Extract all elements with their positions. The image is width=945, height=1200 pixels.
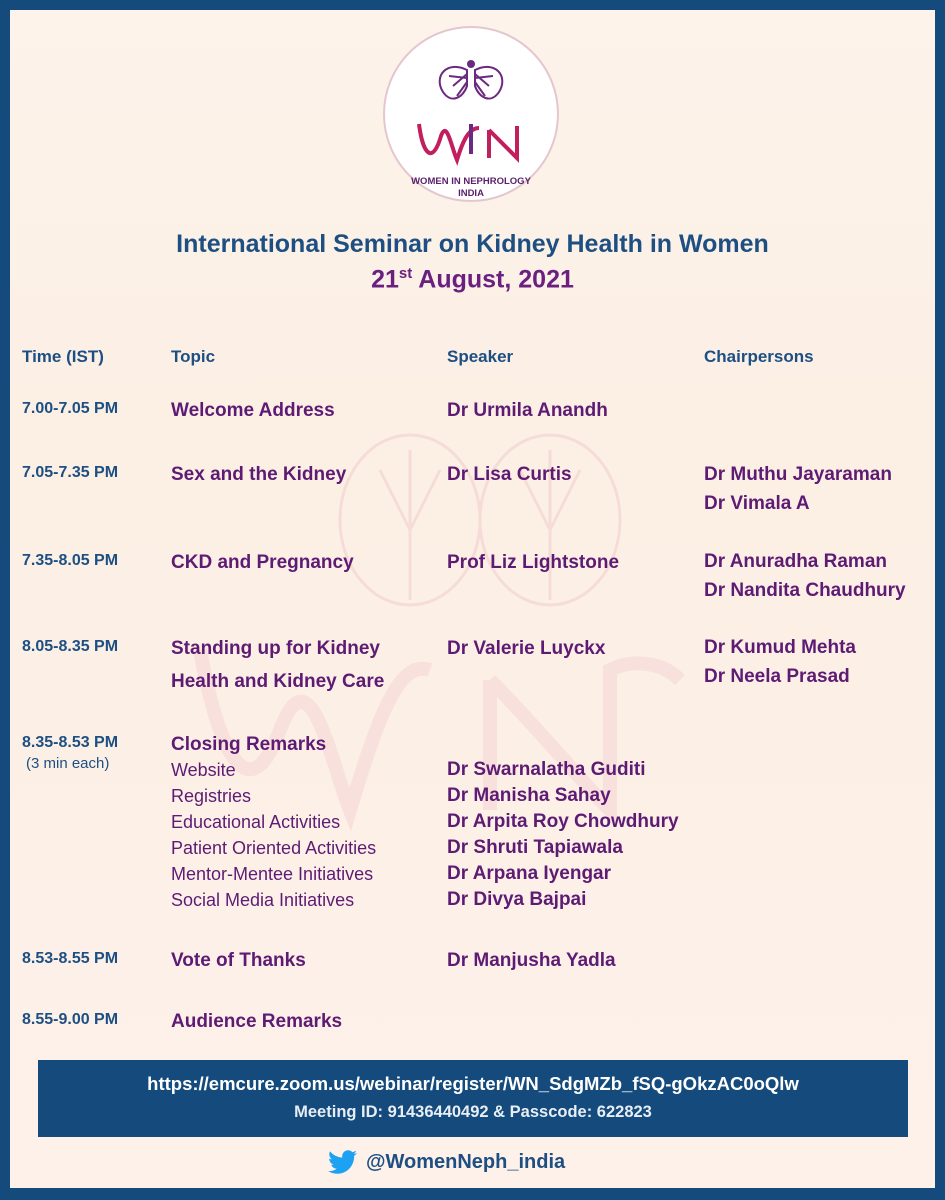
closing-speaker: Dr Arpana Iyengar [447,863,612,884]
closing-topic: Educational Activities [171,812,341,832]
row-speaker: Dr Urmila Anandh [447,400,608,421]
row-chairpersons [704,460,892,518]
row-speaker: Dr Manjusha Yadla [447,950,616,971]
twitter-handle[interactable] [328,1150,565,1174]
row-time: 8.05-8.35 PM [22,638,119,655]
closing-speaker: Dr Arpita Roy Chowdhury [447,811,679,832]
row-speaker: Dr Lisa Curtis [447,464,572,485]
column-header-chairpersons: Chairpersons [704,347,814,366]
chairperson: Dr Anuradha Raman [704,551,887,572]
row-speaker: Prof Liz Lightstone [447,552,620,573]
row-topic: Audience Remarks [171,1011,343,1032]
row-topic: Sex and the Kidney [171,464,347,485]
twitter-handle-text: @WomenNeph_india [366,1150,566,1173]
row-topic: Vote of Thanks [171,950,306,971]
topic-line: Standing up for Kidney [171,638,380,659]
row-topic: Welcome Address [171,400,335,421]
date-day: 21 [371,265,399,294]
closing-speaker: Dr Swarnalatha Guditi [447,759,646,780]
time-range: 8.35-8.53 PM [22,734,119,751]
row-speaker: Dr Valerie Luyckx [447,638,606,659]
logo-text-line1: WOMEN IN NEPHROLOGY [411,176,531,187]
chairperson: Dr Neela Prasad [704,666,850,687]
closing-topic: Registries [171,786,252,806]
column-header-topic: Topic [171,347,216,366]
event-date [10,265,935,294]
closing-topics-list [171,757,376,913]
poster-body [10,10,935,1188]
win-logo [383,26,559,202]
time-note: (3 min each) [26,755,110,772]
closing-speakers-list [447,757,679,913]
topic-line: Health and Kidney Care [171,671,385,692]
meeting-info: Meeting ID: 91436440492 & Passcode: 622823 [294,1103,652,1121]
column-header-speaker: Speaker [447,347,514,366]
closing-topic: Mentor-Mentee Initiatives [171,864,374,884]
chairperson: Dr Vimala A [704,493,810,514]
date-rest: August, 2021 [412,265,574,294]
event-title: International Seminar on Kidney Health in Women [176,230,769,258]
registration-box [38,1060,908,1137]
row-time: 8.53-8.55 PM [22,950,119,967]
twitter-bird-icon [328,1150,358,1174]
date-suffix: st [398,265,413,282]
column-header-time: Time (IST) [22,347,104,366]
closing-topic: Social Media Initiatives [171,890,355,910]
closing-speaker: Dr Shruti Tapiawala [447,837,623,858]
row-chairpersons [704,547,906,605]
kidney-logo-icon [385,28,557,200]
row-topic: CKD and Pregnancy [171,552,354,573]
registration-link[interactable]: https://emcure.zoom.us/webinar/register/WN_SdgMZb_fSQ-gOkzAC0oQlw [147,1073,799,1094]
row-topic: Closing Remarks [171,734,327,755]
chairperson: Dr Nandita Chaudhury [704,580,906,601]
logo-text-line2: INDIA [458,188,484,199]
closing-topic: Patient Oriented Activities [171,838,377,858]
closing-topic: Website [171,760,236,780]
chairperson: Dr Muthu Jayaraman [704,464,892,485]
row-chairpersons [704,633,856,691]
row-time: 7.05-7.35 PM [22,464,119,481]
row-time: 8.55-9.00 PM [22,1011,119,1028]
row-time [22,734,118,772]
row-time: 7.00-7.05 PM [22,400,119,417]
closing-speaker: Dr Manisha Sahay [447,785,611,806]
row-time: 7.35-8.05 PM [22,552,119,569]
row-topic [171,632,384,698]
closing-speaker: Dr Divya Bajpai [447,889,587,910]
chairperson: Dr Kumud Mehta [704,637,856,658]
